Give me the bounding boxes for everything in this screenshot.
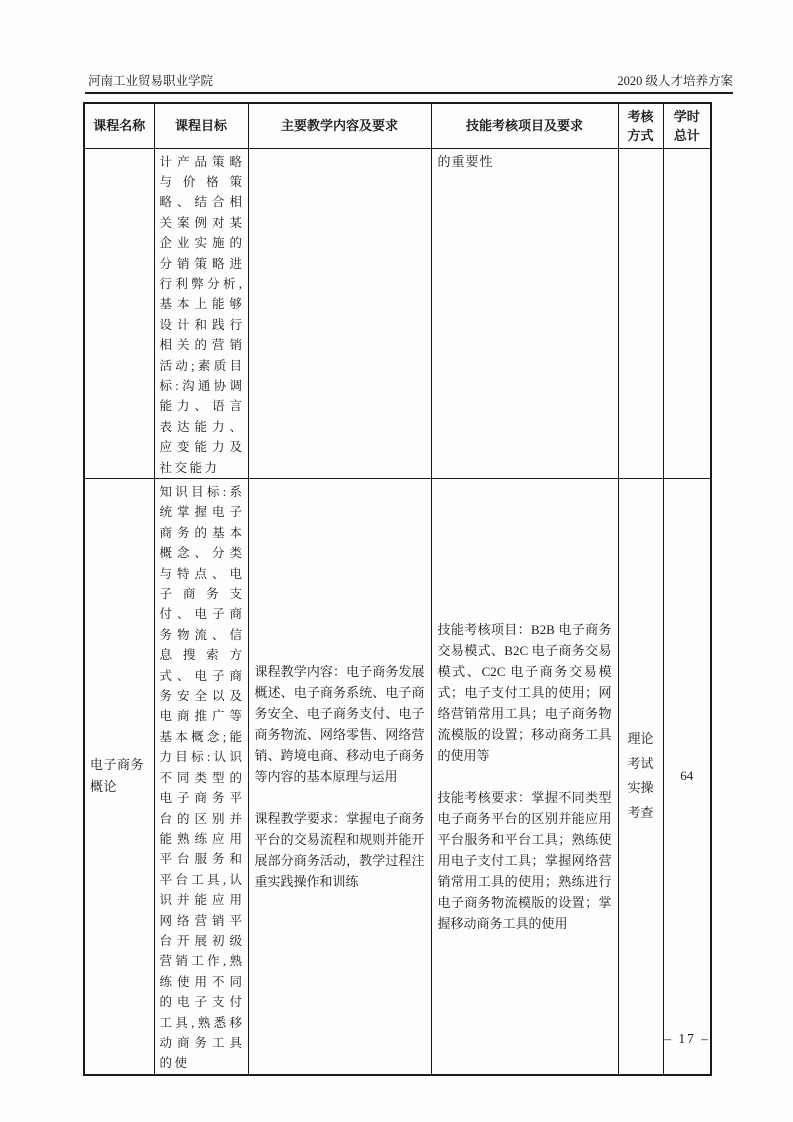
course-objectives-cell: 知识目标:系统掌握电子商务的基本概念、分类与特点、电子商务支付、电子商务物流、信息搜索方式、电子商务安全以及电商推广等基本概念;能力目标:认识不同类型的电子商务平台的区别并能熟练应用平台服务和平台工具,认识并能应用网络营销平台开展初级营销工作,熟练使用不同的电子支付工具,熟悉移动商务工具的使	[154, 479, 248, 1075]
teaching-content-cell	[248, 148, 431, 479]
teaching-content-cell	[248, 479, 431, 1075]
program-title: 2020 级人才培养方案	[617, 74, 733, 88]
institution-name: 河南工业贸易职业学院	[88, 74, 214, 88]
column-header-teaching-content: 主要教学内容及要求	[248, 103, 431, 148]
teaching-content-paragraph: 课程教学内容：电子商务发展概述、电子商务系统、电子商务安全、电子商务支付、电子商务物流、网络零售、网络营销、跨境电商、移动电子商务等内容的基本原理与运用	[254, 663, 425, 784]
column-header-skill-assessment: 技能考核项目及要求	[431, 103, 618, 148]
assessment-method-cell	[618, 148, 663, 479]
assessment-items-paragraph: 技能考核项目：B2B 电子商务交易模式、B2C 电子商务交易模式、C2C 电子商务交易模式；电子支付工具的使用；网络营销常用工具；电子商务物流模版的设置；移动商务工具的使用等	[437, 621, 612, 763]
table-row-continued	[84, 148, 711, 479]
table-header-row	[84, 103, 711, 148]
column-header-assessment-method: 考核方式	[618, 103, 663, 148]
teaching-requirements-paragraph: 课程教学要求：掌握电子商务平台的交易流程和规则并能开展部分商务活动，教学过程注重实践操作和训练	[254, 810, 425, 889]
total-hours-cell: 64	[663, 479, 711, 1075]
course-plan-table	[83, 102, 712, 1076]
column-header-total-hours: 学时总计	[663, 103, 711, 148]
column-header-course-objectives: 课程目标	[154, 103, 248, 148]
course-objectives-cell: 计产品策略与价格策略、结合相关案例对某企业实施的分销策略进行利弊分析,基本上能够设计和践行相关的营销活动;素质目标:沟通协调能力、语言表达能力、应变能力及社交能力	[154, 148, 248, 479]
page-footer	[664, 1031, 710, 1047]
assessment-requirements-paragraph: 技能考核要求：掌握不同类型电子商务平台的区别并能应用平台服务和平台工具；熟练使用电子支付工具；掌握网络营销常用工具的使用；熟练进行电子商务物流模版的设置；掌握移动商务工具的使用	[437, 789, 612, 931]
table-row-ecommerce-course	[84, 479, 711, 1075]
page-header	[88, 73, 733, 89]
column-header-course-name: 课程名称	[84, 103, 154, 148]
skill-assessment-cell: 的重要性	[431, 148, 618, 479]
header-rule-divider	[85, 92, 733, 94]
assessment-method-cell: 理论考试实操考查	[618, 479, 663, 1075]
total-hours-cell	[663, 148, 711, 479]
skill-assessment-cell	[431, 479, 618, 1075]
course-name-cell: 电子商务概论	[84, 479, 154, 1075]
course-name-cell	[84, 148, 154, 479]
page-number: – 17 –	[664, 1031, 710, 1046]
